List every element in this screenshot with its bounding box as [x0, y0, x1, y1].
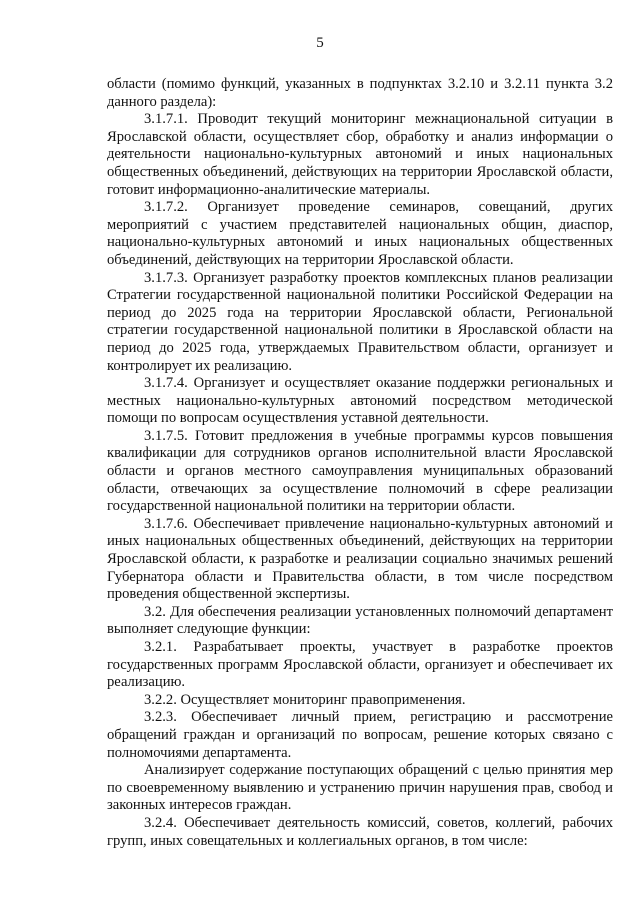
- paragraph: Анализирует содержание поступающих обращений с целью принятия мер по своевременному выявлению и устранению причин нарушения прав, свобод и законных интересов граждан.: [107, 762, 613, 814]
- page-number: 5: [316, 35, 324, 51]
- paragraph: 3.1.7.3. Организует разработку проектов комплексных планов реализации Стратегии государственной национальной политики Российской Федерации на период до 2025 года на территории Ярославской области, Региональной стратегии государственной национальной политики в Ярославской области на период до 2025 года, утверждаемых Правительством области, организует и контролирует их реализацию.: [107, 269, 613, 374]
- paragraph: 3.2.1. Разрабатывает проекты, участвует в разработке проектов государственных программ Ярославской области, организует и обеспечивает их реализацию.: [107, 639, 613, 691]
- paragraph: 3.1.7.6. Обеспечивает привлечение национально-культурных автономий и иных национальных общественных объединений, действующих на территории Ярославской области, к разработке и реализации социально значимых решений Губернатора области и Правительства области, в том числе посредством проведения общественной экспертизы.: [107, 515, 613, 603]
- paragraph: 3.1.7.4. Организует и осуществляет оказание поддержки региональных и местных национально-культурных автономий посредством методической помощи по вопросам осуществления уставной деятельности.: [107, 375, 613, 427]
- paragraph: 3.2.2. Осуществляет мониторинг правоприменения.: [144, 691, 466, 708]
- document-body: [107, 76, 613, 850]
- paragraph: 3.1.7.5. Готовит предложения в учебные программы курсов повышения квалификации для сотрудников органов исполнительной власти Ярославской области и органов местного самоуправления муниципальных образований области, отвечающих за осуществление полномочий в сфере реализации государственной национальной политики на территории области.: [107, 427, 613, 515]
- paragraph: 3.2.4. Обеспечивает деятельность комиссий, советов, коллегий, рабочих групп, иных совещательных и коллегиальных органов, в том числе:: [107, 814, 613, 849]
- paragraph: 3.1.7.2. Организует проведение семинаров, совещаний, других мероприятий с участием представителей национальных общин, диаспор, национально-культурных автономий и иных национальных общественных объединений, действующих на территории Ярославской области.: [107, 199, 613, 268]
- paragraph: области (помимо функций, указанных в подпунктах 3.2.10 и 3.2.11 пункта 3.2 данного раздела):: [107, 76, 613, 110]
- paragraph: 3.2.3. Обеспечивает личный прием, регистрацию и рассмотрение обращений граждан и организаций по вопросам, решение которых связано с полномочиями департамента.: [107, 709, 613, 761]
- paragraph: 3.2. Для обеспечения реализации установленных полномочий департамент выполняет следующие функции:: [107, 603, 613, 638]
- paragraph: 3.1.7.1. Проводит текущий мониторинг межнациональной ситуации в Ярославской области, осуществляет сбор, обработку и анализ информации о деятельности национально-культурных автономий и иных национальных общественных объединений, действующих на территории Ярославской области, готовит информационно-аналитические материалы.: [107, 111, 613, 198]
